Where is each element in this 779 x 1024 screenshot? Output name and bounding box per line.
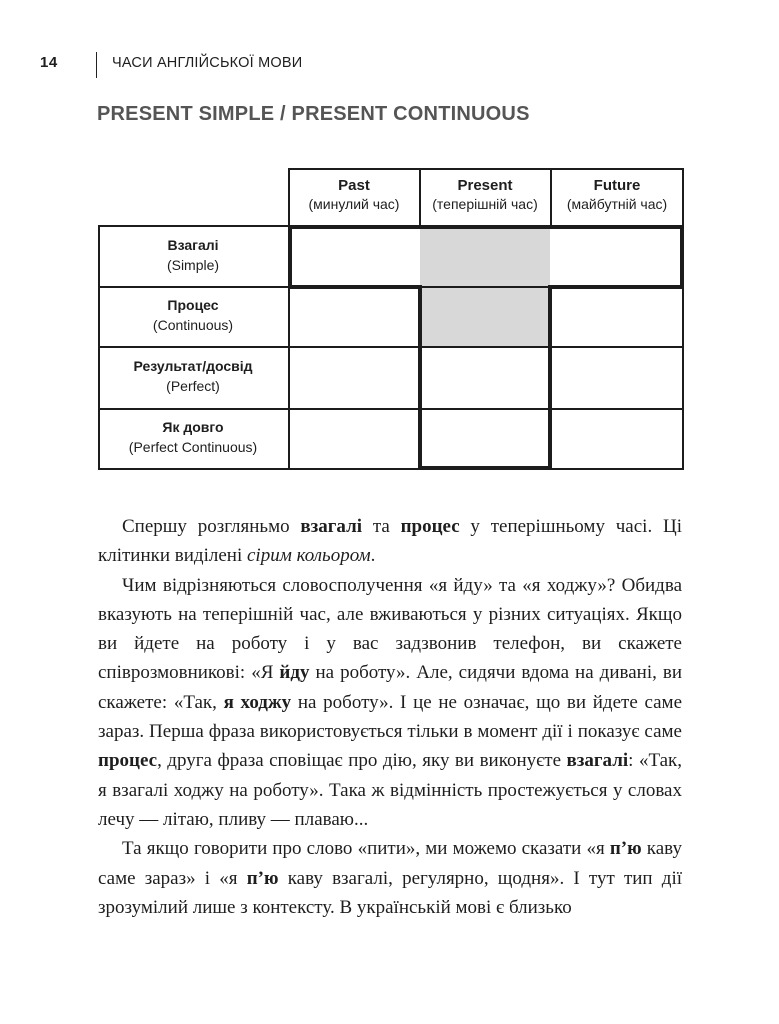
text-run: каву взагалі, регулярно, щодня». І тут тип дії зрозумілий лише з контексту. В українській мові є близько: [98, 867, 682, 918]
text-run-bold: процес: [400, 516, 460, 537]
body-text: [98, 512, 682, 922]
highlight-border: [288, 225, 292, 289]
section-title: PRESENT SIMPLE / PRESENT CONTINUOUS: [97, 103, 530, 125]
row-header-simple: [98, 235, 288, 275]
row-header-name: Процес: [167, 297, 219, 313]
highlight-border: [680, 225, 684, 289]
row-header-subtitle: (Continuous): [152, 317, 234, 333]
column-header-name: Future: [593, 177, 641, 194]
text-run: .: [370, 545, 376, 567]
text-run: на роботу». Але, сидячи вдома на дивані, ви скажете: «Так,: [98, 662, 682, 713]
table-line: [98, 408, 684, 410]
column-header-subtitle: (майбутній час): [566, 196, 668, 212]
table-line: [98, 468, 684, 470]
paragraph: [98, 512, 682, 571]
text-run: : «Так, я взагалі ходжу на роботу». Така ж відмінність простежується у словах лечу — літаю, пливу — плаваю...: [98, 750, 682, 830]
text-run: Чим відрізняються словосполучення «я йду» та «я ходжу»? Обидва вказують на теперішній час, але вживаються у різних ситуаціях. Якщо ви йдете на роботу і у вас задзвонив телефон, ви скажете співрозмовникові: «Я: [98, 574, 682, 684]
text-run: Та якщо говорити про слово «пити», ми можемо сказати «я: [122, 838, 610, 860]
row-header-subtitle: (Simple): [166, 257, 220, 273]
column-header-past: [290, 176, 418, 214]
paragraph: [98, 571, 682, 835]
row-header-name: Як довго: [162, 419, 224, 435]
highlight-border: [288, 225, 684, 229]
row-header-subtitle: (Perfect Continuous): [128, 439, 258, 455]
row-header-name: Взагалі: [167, 237, 219, 253]
highlight-border: [548, 285, 552, 470]
text-run-bold: я ходжу: [223, 691, 292, 713]
shaded-cell-present-simple: [420, 226, 550, 286]
paragraph: [98, 834, 682, 922]
text-run: та: [362, 516, 401, 537]
highlight-border: [418, 285, 422, 470]
row-header-continuous: [98, 295, 288, 335]
column-header-name: Past: [338, 177, 370, 194]
text-run: у теперішньому часі. Ці клітинки виділені: [98, 516, 682, 567]
text-run-bold: йду: [279, 662, 310, 684]
text-run-bold: процес: [98, 750, 158, 772]
column-header-name: Present: [457, 177, 513, 194]
column-header-future: [552, 176, 682, 214]
running-title: ЧАСИ АНГЛІЙСЬКОЇ МОВИ: [112, 55, 303, 71]
text-run-bold: взагалі: [566, 750, 629, 772]
text-run-bold: п’ю: [609, 838, 642, 860]
text-run: , друга фраза сповіщає про дію, яку ви виконуєте: [157, 750, 567, 772]
text-run-bold: п’ю: [246, 867, 279, 889]
text-run-italic: сірим кольором: [246, 545, 371, 567]
highlight-border: [418, 466, 552, 470]
text-run: каву саме зараз» і «я: [98, 838, 682, 889]
text-run: на роботу». І це не означає, що ви йдете саме зараз. Перша фраза використовується тільки в момент дії і показує саме: [98, 691, 682, 743]
row-header-subtitle: (Perfect): [166, 378, 220, 394]
table-line: [682, 168, 684, 470]
shaded-cell-present-continuous: [420, 286, 550, 346]
column-header-subtitle: (минулий час): [308, 196, 400, 212]
table-line: [98, 346, 684, 348]
text-run: Спершу розгляньмо: [122, 516, 301, 537]
page-number: 14: [40, 54, 58, 71]
header-divider: [96, 52, 97, 78]
row-header-name: Результат/досвід: [133, 358, 253, 374]
column-header-subtitle: (теперішній час): [432, 196, 538, 212]
text-run-bold: взагалі: [300, 516, 363, 537]
row-header-perfect: [98, 356, 288, 396]
highlight-border: [548, 285, 684, 289]
column-header-present: [421, 176, 549, 214]
row-header-perfect-continuous: [98, 417, 288, 457]
table-line: [288, 168, 684, 170]
tense-table: [98, 168, 684, 470]
table-line: [98, 225, 288, 227]
highlight-border: [288, 285, 422, 289]
